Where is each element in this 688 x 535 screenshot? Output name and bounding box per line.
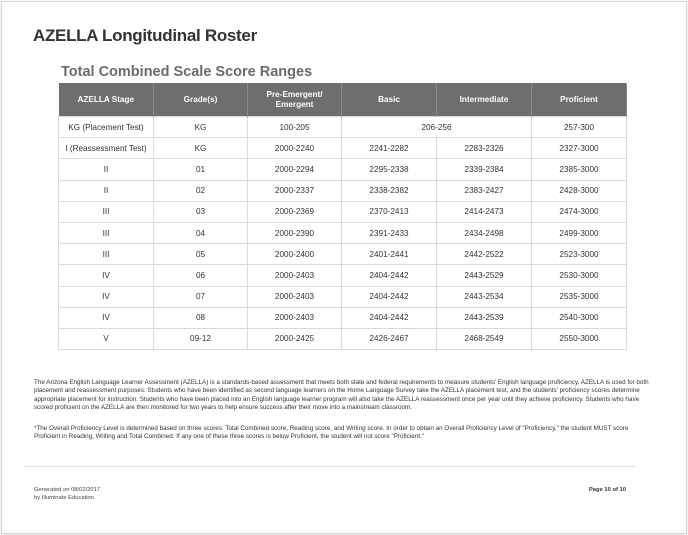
table-cell: 2385-3000	[532, 159, 627, 180]
section-title: Total Combined Scale Score Ranges	[61, 64, 313, 80]
table-cell: 03	[154, 201, 248, 222]
column-header: Intermediate	[437, 83, 532, 117]
table-cell: 100-205	[248, 117, 342, 138]
table-cell: II	[59, 159, 154, 180]
report-title: AZELLA Longitudinal Roster	[33, 26, 257, 45]
table-cell: 2000-2240	[248, 138, 342, 159]
table-cell: 2327-3000	[532, 138, 627, 159]
table-cell: 2414-2473	[437, 201, 532, 222]
table-cell: 2339-2384	[437, 159, 532, 180]
table-cell: 2383-2427	[437, 180, 532, 201]
table-cell: 2442-2522	[437, 244, 532, 265]
table-cell: 2000-2403	[248, 307, 342, 328]
table-cell: 2000-2390	[248, 222, 342, 243]
table-cell: 2434-2498	[437, 222, 532, 243]
table-cell: III	[59, 201, 154, 222]
table-cell: III	[59, 222, 154, 243]
table-cell: 2000-2425	[248, 328, 342, 349]
table-cell: 2523-3000	[532, 244, 627, 265]
table-cell: 2499-3000	[532, 222, 627, 243]
table-cell: 2530-3000	[532, 265, 627, 286]
table-cell: II	[59, 180, 154, 201]
table-cell: 2000-2400	[248, 244, 342, 265]
table-cell: 2540-3000	[532, 307, 627, 328]
table-row	[59, 307, 627, 328]
table-body	[59, 117, 627, 350]
table-cell: V	[59, 328, 154, 349]
table-cell: KG (Placement Test)	[59, 117, 154, 138]
azella-description: The Arizona English Language Learner Assessment (AZELLA) is a standards-based assessment that meets both state and federal requirements to measure students' English language proficiency. AZELLA is used for both placement and reassessment purposes. Students who have been identified as second language learners on the Home Language Survey take the AZELLA placement test, and the students' proficiency scores determine appropriate placement for instruction. Students who have been placed into an English language learner program will also take the AZELLA reassessment once per year until they achieve proficiency. Students who have scored proficient on the AZELLA are then monitored for two years to help ensure success after their move into a mainstream classroom.	[34, 379, 649, 412]
table-cell: 2550-3000	[532, 328, 627, 349]
column-header: Proficient	[532, 83, 627, 117]
table-cell: 2000-2403	[248, 286, 342, 307]
table-cell: 2404-2442	[342, 307, 437, 328]
table-cell: 2426-2467	[342, 328, 437, 349]
table-cell: 2443-2539	[437, 307, 532, 328]
table-cell: 04	[154, 222, 248, 243]
column-header: Basic	[342, 83, 437, 117]
table-cell: 2535-3000	[532, 286, 627, 307]
table-cell: 2000-2403	[248, 265, 342, 286]
table-row	[59, 222, 627, 243]
table-cell: IV	[59, 286, 154, 307]
table-header-row	[59, 83, 627, 117]
table-cell: 2000-2294	[248, 159, 342, 180]
generated-by: by Illuminate Education	[34, 494, 94, 501]
score-ranges-table	[58, 83, 627, 350]
table-cell: 2283-2326	[437, 138, 532, 159]
table-row	[59, 159, 627, 180]
table-row	[59, 286, 627, 307]
table-cell: 2428-3000	[532, 180, 627, 201]
table-cell: 2404-2442	[342, 265, 437, 286]
table-cell: 2000-2337	[248, 180, 342, 201]
table-row	[59, 244, 627, 265]
table-cell: 2338-2382	[342, 180, 437, 201]
table-cell: 2241-2282	[342, 138, 437, 159]
table-cell: 2468-2549	[437, 328, 532, 349]
table-cell: I (Reassessment Test)	[59, 138, 154, 159]
generated-date: Generated on 08/02/2017	[34, 487, 101, 493]
table-cell: III	[59, 244, 154, 265]
table-cell: 2391-2433	[342, 222, 437, 243]
table-cell: KG	[154, 117, 248, 138]
table-row	[59, 117, 627, 138]
table-cell: KG	[154, 138, 248, 159]
footer-divider	[24, 466, 636, 467]
table-cell: 2474-3000	[532, 201, 627, 222]
table-cell: 07	[154, 286, 248, 307]
table-cell: 02	[154, 180, 248, 201]
table-cell: 206-256	[342, 117, 532, 138]
column-header: Grade(s)	[154, 83, 248, 117]
column-header: Pre-Emergent/ Emergent	[248, 83, 342, 117]
footer-generated	[34, 487, 100, 502]
table-cell: 06	[154, 265, 248, 286]
table-cell: 08	[154, 307, 248, 328]
table-cell: 2404-2442	[342, 286, 437, 307]
table-cell: 2000-2369	[248, 201, 342, 222]
table-cell: 09-12	[154, 328, 248, 349]
table-cell: 2370-2413	[342, 201, 437, 222]
table-cell: 01	[154, 159, 248, 180]
table-row	[59, 265, 627, 286]
table-cell: IV	[59, 265, 154, 286]
table-cell: 2443-2529	[437, 265, 532, 286]
table-row	[59, 180, 627, 201]
table-row	[59, 201, 627, 222]
column-header: AZELLA Stage	[59, 83, 154, 117]
table-cell: IV	[59, 307, 154, 328]
table-cell: 2295-2338	[342, 159, 437, 180]
table-row	[59, 328, 627, 349]
page-number: Page 10 of 10	[588, 487, 626, 493]
table-cell: 05	[154, 244, 248, 265]
proficiency-note: *The Overall Proficiency Level is determined based on three scores: Total Combined score, Reading score, and Writing score. In order to obtain an Overall Proficiency Level of "Proficiency," the student MUST score Proficient in Reading, Writing and Total Combined. If any one of these three scores is below Proficient, the student will not score "Proficient."	[34, 425, 629, 441]
table-row	[59, 138, 627, 159]
table-cell: 257-300	[532, 117, 627, 138]
table-cell: 2443-2534	[437, 286, 532, 307]
table-cell: 2401-2441	[342, 244, 437, 265]
